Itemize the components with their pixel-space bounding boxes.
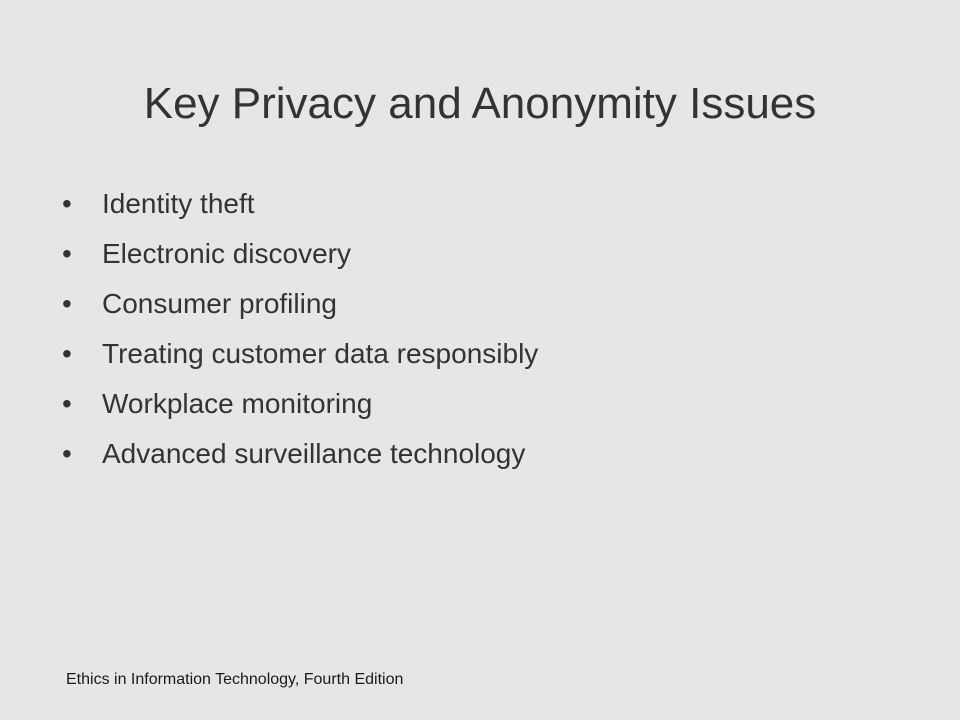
bullet-text: Advanced surveillance technology (102, 438, 526, 469)
bullet-point: • (62, 388, 72, 419)
bullet-text: Treating customer data responsibly (102, 338, 539, 369)
list-item (62, 382, 538, 432)
slide-title: Key Privacy and Anonymity Issues (143, 79, 817, 128)
bullet-point: • (62, 188, 72, 219)
bullet-point: • (62, 338, 72, 369)
list-item (62, 282, 538, 332)
bullet-text: Identity theft (102, 188, 255, 219)
list-item (62, 182, 538, 232)
bullet-point: • (62, 438, 72, 469)
bullet-list (62, 182, 538, 482)
bullet-point: • (62, 238, 72, 269)
bullet-point: • (62, 288, 72, 319)
bullet-text: Consumer profiling (102, 288, 337, 319)
slide-footer: Ethics in Information Technology, Fourth Edition (66, 671, 404, 688)
list-item (62, 432, 538, 482)
bullet-text: Workplace monitoring (102, 388, 373, 419)
list-item (62, 332, 538, 382)
bullet-text: Electronic discovery (102, 238, 351, 269)
list-item (62, 232, 538, 282)
